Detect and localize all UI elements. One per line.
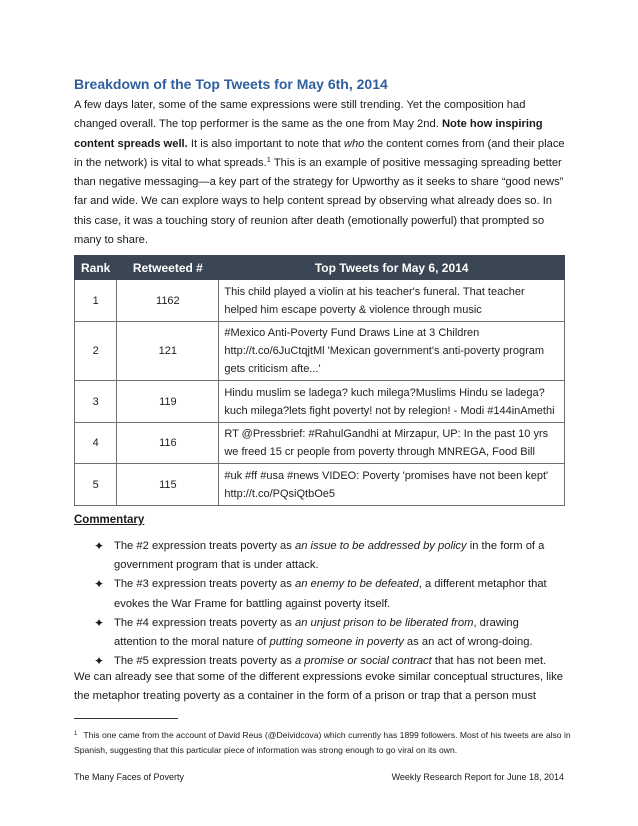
star-bullet-icon: ✦ [94,615,105,630]
intro-text-3: the content comes from (and their place in the network) is vital to what spreads. [74,137,565,169]
bullet-text: in the form of a government program that is under attack. [114,540,545,572]
list-item [94,614,564,652]
bullet-text: The #2 expression treats poverty as [114,540,295,552]
bullet-emphasis: an issue to be addressed by policy [294,540,467,552]
section-heading: Breakdown of the Top Tweets for May 6th, 2014 [74,76,388,92]
closing-paragraph: We can already see that some of the different expressions evoke similar conceptual structures, like the metaphor treating poverty as a container in the form of a prison or trap that a person must [74,671,563,703]
rank-cell: 1 [75,280,117,322]
intro-text-1: A few days later, some of the same expressions were still trending. Yet the composition had changed overall. The top performer is the same as the one from May 2nd. [74,99,526,131]
footnote-reference[interactable]: 1 [266,154,271,164]
tweet-text-cell: #Mexico Anti-Poverty Fund Draws Line at 3 Children http://t.co/6JuCtqjtMl 'Mexican government's anti-poverty program gets criticism afte...' [219,322,565,381]
bullet-text: as an act of wrong-doing. [403,636,533,649]
table-row [75,464,565,506]
footnote-text: This one came from the account of David Reus (@Deividcova) which currently has 1899 followers. Most of his tweets are also in Spanish, suggesting that this particular piece of information was strong enough to go viral on its own. [74,730,571,755]
intro-emphasis: who [343,137,365,150]
tweet-text-cell: Hindu muslim se ladega? kuch milega?Muslims Hindu se ladega? kuch milega?lets fight poverty! not by relegion! - Modi #144inAmethi [219,381,565,423]
header-rank: Rank [75,256,117,280]
bullet-text: , drawing attention to the moral nature of [114,616,519,649]
footnote [74,727,574,757]
retweet-count-cell: 1162 [117,280,219,322]
intro-paragraph [74,96,570,250]
star-bullet-icon: ✦ [94,654,105,669]
retweet-count-cell: 119 [117,381,219,423]
bullet-text: The #5 expression treats poverty as [114,655,295,668]
list-item [94,575,564,613]
bullet-text: , a different metaphor that evokes the War Frame for battling against poverty itself. [114,578,547,610]
tweet-text-cell: This child played a violin at his teacher's funeral. That teacher helped him escape poverty & violence through music [219,280,565,322]
bullet-text: that has not been met. [431,655,547,668]
star-bullet-icon: ✦ [94,577,105,592]
header-top-tweets: Top Tweets for May 6, 2014 [219,256,565,280]
retweet-count-cell: 115 [117,464,219,506]
table-row [75,423,565,464]
footnote-number: 1 [74,731,78,737]
table-row [75,322,565,381]
footnote-divider [74,718,178,719]
header-retweeted: Retweeted # [117,256,219,280]
top-tweets-table [74,255,565,506]
tweet-text-cell: #uk #ff #usa #news VIDEO: Poverty 'promises have not been kept' http://t.co/PQsiQtbOe5 [219,464,565,506]
retweet-count-cell: 121 [117,322,219,381]
bullet-emphasis: putting someone in poverty [269,636,404,649]
table-row [75,280,565,322]
intro-text-4: This is an example of positive messaging spreading better than negative messaging—a key part of the strategy for Upworthy as it seeks to share “good news” far and wide. We can explore ways to help content spread by observing what already does so. In this case, it was a touching story of reunion after death (emotionally powerful) that prompted so many to share. [74,156,564,247]
bullet-emphasis: an enemy to be defeated [294,578,419,591]
tweet-text-cell: RT @Pressbrief: #RahulGandhi at Mirzapur, UP: In the past 10 yrs we freed 15 cr people from poverty through MNREGA, Food Bill [219,423,565,464]
bullet-emphasis: a promise or social contract [294,655,432,668]
bullet-emphasis: an unjust prison to be liberated from [294,616,474,629]
commentary-heading: Commentary [74,514,145,526]
table-row [75,381,565,423]
footer-report-date: Weekly Research Report for June 18, 2014 [391,772,564,782]
rank-cell: 3 [75,381,117,423]
retweet-count-cell: 116 [117,423,219,464]
footer-title: The Many Faces of Poverty [74,772,185,782]
rank-cell: 4 [75,423,117,464]
bullet-text: The #4 expression treats poverty as [114,616,295,629]
table-header-row [75,256,565,280]
intro-bold-text: Note how inspiring content spreads well. [74,118,543,150]
commentary-list [94,537,564,671]
rank-cell: 5 [75,464,117,506]
star-bullet-icon: ✦ [94,539,105,553]
intro-text-2: It is also important to note that [187,137,344,150]
rank-cell: 2 [75,322,117,381]
bullet-text: The #3 expression treats poverty as [114,578,295,591]
list-item [94,537,564,575]
